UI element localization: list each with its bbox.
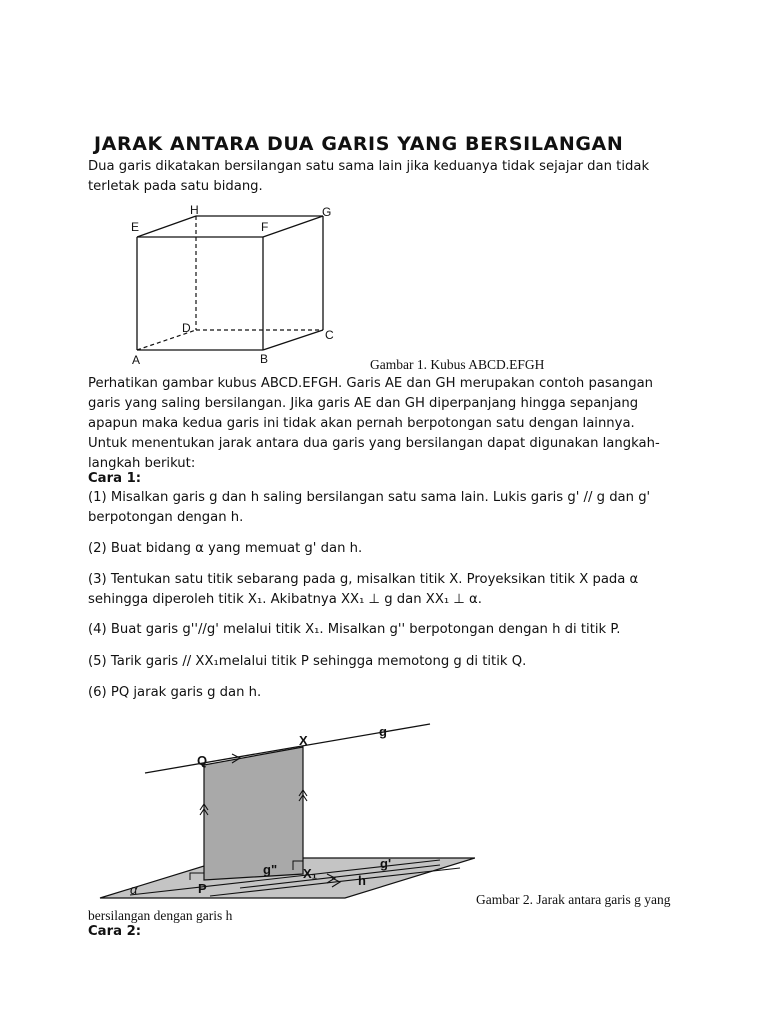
- step-1: (1) Misalkan garis g dan h saling bersilangan satu sama lain. Lukis garis g' // g dan g' berpotongan dengan h.: [88, 490, 651, 525]
- edge-eh: [137, 216, 196, 237]
- label-alpha: α: [130, 882, 138, 897]
- label-g-line: g: [379, 724, 387, 739]
- label-c: C: [325, 328, 334, 342]
- cara2-heading: Cara 2:: [88, 924, 142, 939]
- label-x: X: [299, 733, 308, 748]
- figure2-caption-line2: bersilangan dengan garis h: [88, 908, 233, 923]
- cara1-heading: Cara 1:: [88, 471, 142, 486]
- edge-fg: [263, 216, 323, 237]
- figure1-caption: Gambar 1. Kubus ABCD.EFGH: [370, 357, 545, 372]
- label-q: Q: [197, 753, 208, 768]
- label-a: A: [132, 353, 141, 367]
- label-b: B: [260, 352, 269, 366]
- step-6: (6) PQ jarak garis g dan h.: [88, 685, 262, 700]
- cube-figure: [120, 200, 350, 370]
- label-h-line: h: [358, 873, 366, 888]
- label-g-prime: g': [380, 856, 392, 871]
- label-f: F: [261, 220, 269, 234]
- intro-paragraph: Dua garis dikatakan bersilangan satu sama lain jika keduanya tidak sejajar dan tidak terletak pada satu bidang.: [88, 159, 650, 194]
- label-p: P: [198, 881, 207, 896]
- label-g: G: [322, 205, 332, 219]
- step-5: (5) Tarik garis // XX₁melalui titik P sehingga memotong g di titik Q.: [88, 654, 527, 669]
- page-title: JARAK ANTARA DUA GARIS YANG BERSILANGAN: [94, 133, 624, 155]
- step-2: (2) Buat bidang α yang memuat g' dan h.: [88, 541, 363, 556]
- skew-lines-figure: [90, 718, 475, 903]
- vertical-plane: [204, 747, 303, 880]
- label-e: E: [131, 220, 140, 234]
- step-4: (4) Buat garis g''//g' melalui titik X₁. Misalkan g'' berpotongan dengan h di titik P.: [88, 622, 621, 637]
- figure2-caption-line1: Gambar 2. Jarak antara garis g yang: [476, 892, 671, 907]
- step-3: (3) Tentukan satu titik sebarang pada g, misalkan titik X. Proyeksikan titik X pada α sehingga diperoleh titik X₁. Akibatnya XX₁ ⊥ g dan XX₁ ⊥ α.: [88, 572, 639, 607]
- explanation-paragraph: Perhatikan gambar kubus ABCD.EFGH. Garis AE dan GH merupakan contoh pasangan garis yang saling bersilangan. Jika garis AE dan GH diperpanjang hingga sepanjang apapun maka kedua garis ini tidak akan pernah berpotongan satu dengan lainnya. Untuk menentukan jarak antara dua garis yang bersilangan dapat digunakan langkah-langkah berikut:: [88, 376, 660, 471]
- label-g-double-prime: g": [263, 862, 278, 877]
- label-x1: X₁: [303, 866, 318, 881]
- label-h: H: [190, 203, 199, 217]
- edge-bc: [263, 330, 323, 350]
- label-d: D: [182, 321, 191, 335]
